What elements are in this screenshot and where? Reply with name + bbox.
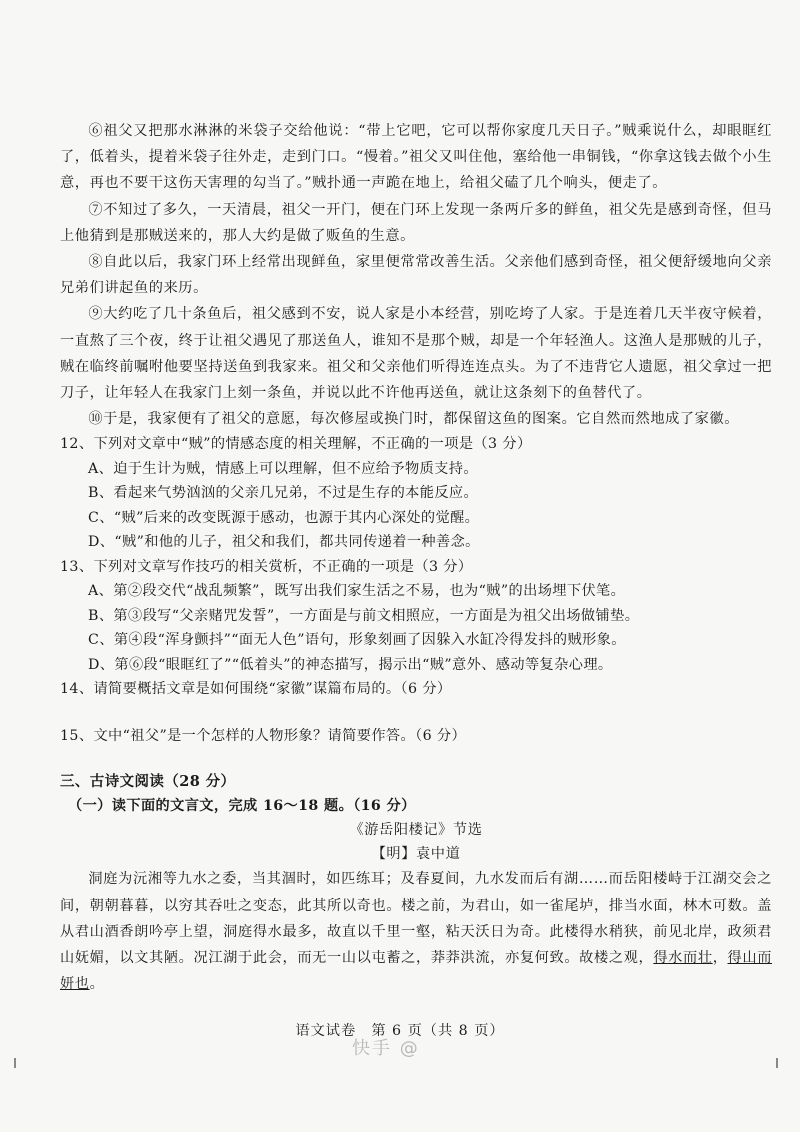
option-c: C、“贼”后来的改变既源于感动，也源于其内心深处的觉醒。 [88,509,480,526]
scan-edge-mark-right [776,1058,778,1068]
question-15: 15、文中“祖父”是一个怎样的人物形象？请简要作答。（6 分） [60,727,467,744]
answer-space [60,748,772,770]
classical-text-body [60,866,772,997]
answer-space [60,702,772,724]
option-c: C、第④段“浑身颤抖”“面无人色”语句，形象刻画了因躲入水缸冷得发抖的贼形象。 [88,632,626,649]
classical-text-main: 洞庭为沅湘等九水之委，当其涸时，如匹练耳；及春夏间，九水发而后有湖……而岳阳楼峙于江湖交会之间，朝朝暮暮，以穷其吞吐之变态，此其所以奇也。楼之前，为君山，如一雀尾垆，排当水面，林木可数。盖从君山酒香朗吟亭上望，洞庭得水最多，故直以千里一壑，粘天沃日为奇。此楼得水稍狭，前见北岸，政须君山妩媚，以文其陋。况江湖于此会，而无一山以屯蓄之，莽莽洪流，亦复何致。故楼之观， [60,871,772,967]
passage-paragraph-7: ⑦不知过了多久，一天清晨，祖父一开门，便在门环上发现一条两斤多的鲜鱼，祖父先是感到奇怪，但马上他猜到是那贼送来的，那人大约是做了贩鱼的生意。 [60,201,772,244]
reading-passage [60,118,772,432]
option-a: A、第②段交代“战乱频繁”，既写出我们家生活之不易，也为“贼”的出场埋下伏笔。 [88,583,626,600]
question-12 [60,432,772,555]
scan-edge-mark-left [14,1058,16,1068]
question-14: 14、请简要概括文章是如何围绕“家徽”谋篇布局的。（6 分） [60,681,452,698]
classical-text-end: 。 [89,976,105,993]
option-d: D、第⑥段“眼眶红了”“低着头”的神态描写，揭示出“贼”意外、感动等复杂心理。 [88,656,613,673]
question-13 [60,555,772,678]
option-a: A、迫于生计为贼，情感上可以理解，但不应给予物质支持。 [88,460,478,477]
classical-text-author: 【明】袁中道 [371,846,461,863]
section-heading: 三、古诗文阅读（28 分） [60,773,236,791]
question-stem: 12、下列对文章中“贼”的情感态度的相关理解，不正确的一项是（3 分） [60,436,532,453]
underlined-phrase-2: 得山而妍也 [60,950,772,993]
passage-paragraph-9: ⑨大约吃了几十条鱼后，祖父感到不安，说人家是小本经营，别吃垮了人家。于是连着几天半夜守候着，一直熬了三个夜，终于让祖父遇见了那送鱼人，谁知不是那个贼，却是一个年轻渔人。这渔人是那贼的儿子，贼在临终前嘱咐他要坚持送鱼到我家来。祖父和父亲他们听得连连点头。为了不违背它人遗愿，祖父拿过一把刀子，让年轻人在我家门上刻一条鱼，并说以此不许他再送鱼，就让这条刻下的鱼替代了。 [60,306,772,402]
watermark: 快手 @ [352,1038,420,1059]
underlined-phrase-1: 得水而壮 [653,950,713,967]
passage-paragraph-6: ⑥祖父又把那水淋淋的米袋子交给他说：“带上它吧，它可以帮你家度几天日子。”贼乘说什么，却眼眶红了，低着头，提着米袋子往外走，走到门口。“慢着。”祖父又叫住他，塞给他一串铜钱，“你拿这钱去做个小生意，再也不要干这伤天害理的勾当了。”贼扑通一声跪在地上，给祖父磕了几个响头，便走了。 [60,123,772,192]
option-b: B、看起来气势汹汹的父亲几兄弟，不过是生存的本能反应。 [88,485,479,502]
classical-text-title: 《游岳阳楼记》节选 [349,822,483,839]
option-d: D、“贼”和他的儿子，祖父和我们，都共同传递着一种善念。 [88,534,480,551]
option-b: B、第③段写“父亲赌咒发誓”，一方面是与前文相照应，一方面是为祖父出场做铺垫。 [88,607,640,624]
page-footer: 语文试卷 第 6 页（共 8 页） [295,1023,505,1039]
classical-text-comma: ， [712,950,728,967]
exam-page [60,118,772,997]
passage-paragraph-10: ⑩于是，我家便有了祖父的意愿，每次修屋或换门时，都保留这鱼的图案。它自然而然地成了家徽。 [88,411,740,428]
subsection-heading: （一）读下面的文言文，完成 16～18 题。（16 分） [68,798,416,815]
question-stem: 13、下列对文章写作技巧的相关赏析，不正确的一项是（3 分） [60,558,473,575]
passage-paragraph-8: ⑧自此以后，我家门环上经常出现鲜鱼，家里便常常改善生活。父亲他们感到奇怪，祖父便舒缓地向父亲兄弟们讲起鱼的来历。 [60,254,772,297]
